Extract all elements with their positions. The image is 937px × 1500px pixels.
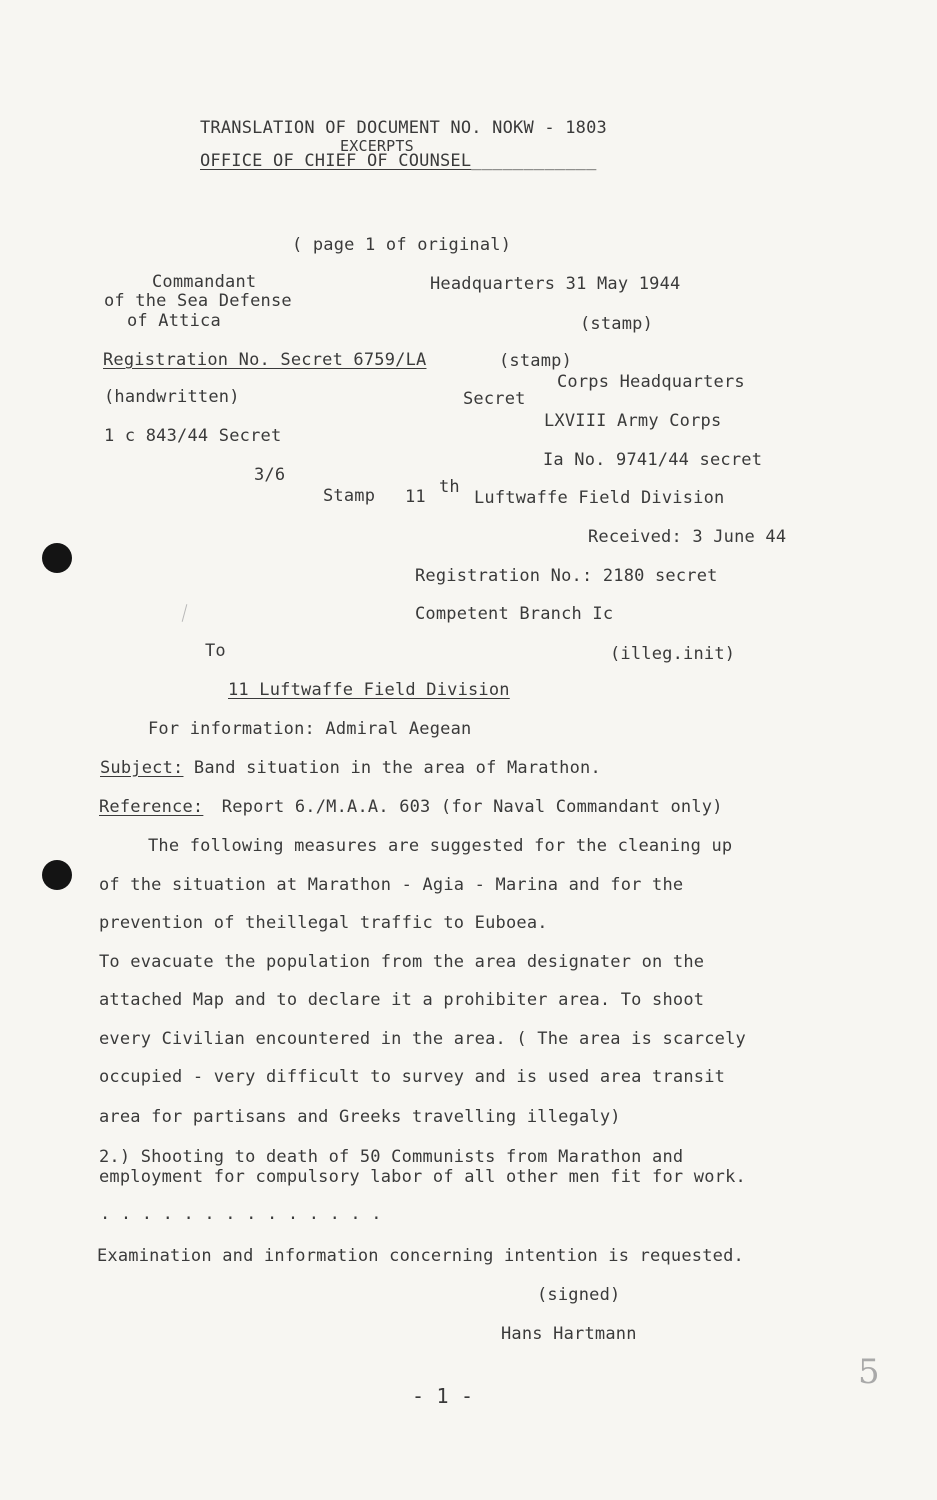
addressee: 11 Luftwaffe Field Division (228, 680, 510, 700)
division-superscript: th (439, 477, 460, 497)
division-number: 11 (405, 487, 426, 507)
for-information: For information: Admiral Aegean (148, 719, 472, 739)
body-line-3: prevention of theillegal traffic to Euboea. (99, 913, 548, 933)
reference-label: Reference: (99, 797, 204, 817)
stamp-registration: Registration No.: 2180 secret (415, 566, 718, 586)
reference-line (99, 799, 723, 816)
registration-line: Registration No. Secret 6759/LA (103, 350, 427, 370)
body-line-9: 2.) Shooting to death of 50 Communists from Marathon and (99, 1147, 684, 1167)
to-label: To (205, 641, 226, 661)
body-line-8: area for partisans and Greeks travelling illegaly) (99, 1107, 621, 1127)
body-line-6: every Civilian encountered in the area. ( The area is scarcely (99, 1029, 746, 1049)
body-line-2: of the situation at Marathon - Agia - Marina and for the (99, 875, 684, 895)
reference-number-2: 3/6 (254, 465, 286, 485)
secret-label: Secret (463, 389, 526, 409)
body-line-5: attached Map and to declare it a prohibiter area. To shoot (99, 990, 705, 1010)
stamp-label: Stamp (323, 486, 376, 506)
corps-line-3: Ia No. 9741/44 secret (543, 450, 763, 470)
subject-text: Band situation in the area of Marathon. (193, 758, 601, 778)
reference-number: 1 c 843/44 Secret (104, 426, 282, 446)
omission-dots: . . . . . . . . . . . . . . (100, 1204, 382, 1224)
registration-stamp: (stamp) (499, 351, 573, 371)
body-line-7: occupied - very difficult to survey and is used area transit (99, 1067, 726, 1087)
corps-line-1: Corps Headquarters (557, 372, 745, 392)
signed-label: (signed) (537, 1285, 621, 1305)
received-date: Received: 3 June 44 (588, 527, 787, 547)
page-number: - 1 - (412, 1384, 474, 1408)
handwritten-page-number: 5 (858, 1352, 880, 1392)
illegible-initials: (illeg.init) (610, 644, 736, 664)
office-label: OFFICE OF CHIEF OF COUNSEL____________ (200, 151, 597, 171)
body-line-10: employment for compulsory labor of all other men fit for work. (99, 1167, 746, 1187)
page-note: ( page 1 of original) (292, 235, 512, 255)
hq-stamp: (stamp) (580, 314, 654, 334)
document-title: TRANSLATION OF DOCUMENT NO. NOKW - 1803 (200, 118, 607, 138)
body-line-11: Examination and information concerning intention is requested. (97, 1246, 744, 1266)
pencil-mark (182, 604, 188, 622)
signatory-name: Hans Hartmann (501, 1324, 637, 1344)
sender-line-1: Commandant (152, 272, 257, 292)
sender-line-3: of Attica (127, 311, 221, 331)
body-line-1: The following measures are suggested for the cleaning up (148, 836, 733, 856)
hq-date: Headquarters 31 May 1944 (430, 274, 681, 294)
excerpts-label: EXCERPTS (340, 137, 414, 155)
punch-hole-bottom (42, 860, 72, 890)
subject-label: Subject: (100, 758, 184, 778)
division-name: Luftwaffe Field Division (474, 488, 725, 508)
punch-hole-top (42, 543, 72, 573)
corps-line-2: LXVIII Army Corps (544, 411, 722, 431)
competent-branch: Competent Branch Ic (415, 604, 614, 624)
subject-line (100, 760, 601, 777)
reference-text: Report 6./M.A.A. 603 (for Naval Commandant only) (221, 797, 723, 817)
body-line-4: To evacuate the population from the area designater on the (99, 952, 705, 972)
handwritten-label: (handwritten) (104, 387, 240, 407)
sender-line-2: of the Sea Defense (104, 291, 292, 311)
